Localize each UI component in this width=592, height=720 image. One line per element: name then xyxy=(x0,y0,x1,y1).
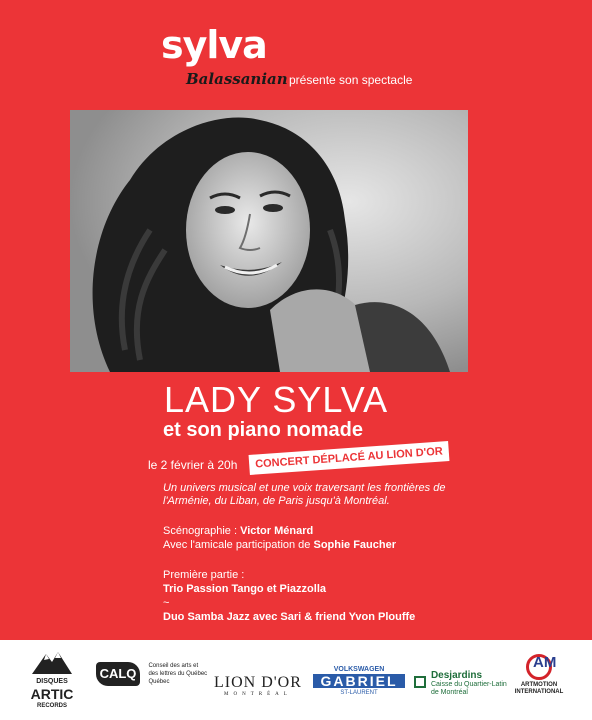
calq-description: Conseil des arts et des lettres du Québec xyxy=(148,663,208,677)
scenography-line xyxy=(163,524,396,538)
scenography-label: Scénographie : xyxy=(163,525,241,537)
desjardins-line-2: de Montréal xyxy=(430,689,468,696)
brand-logo: sylva xyxy=(161,23,267,67)
artic-line-2: ARTIC xyxy=(30,686,74,702)
artmotion-line-1: ARTMOTION xyxy=(520,682,558,688)
show-date: le 2 février à 20h xyxy=(148,458,238,472)
show-subtitle: et son piano nomade xyxy=(163,419,364,441)
sponsor-calq xyxy=(96,662,208,702)
artist-photo xyxy=(70,110,468,372)
calq-quebec: Québec xyxy=(148,679,170,685)
sponsor-footer xyxy=(0,640,592,720)
participation-label: Avec l'amicale participation de xyxy=(163,539,314,551)
artic-line-3: RECORDS xyxy=(36,703,67,709)
artmotion-icon xyxy=(526,654,557,680)
participation-line xyxy=(163,538,396,552)
sponsor-volkswagen-gabriel xyxy=(313,666,405,696)
desjardins-line-1: Caisse du Quartier-Latin xyxy=(430,681,507,688)
calq-mark: CALQ xyxy=(96,662,140,686)
lion-name: LION D'OR xyxy=(214,674,302,691)
portrait-illustration xyxy=(70,110,468,372)
sponsor-artmotion xyxy=(510,654,568,696)
sponsor-disques-artic xyxy=(22,650,82,710)
desjardins-icon xyxy=(414,676,426,688)
calq-text xyxy=(148,662,208,686)
artmotion-mark: AM xyxy=(533,654,557,671)
opening-act-1: Trio Passion Tango et Piazzolla xyxy=(163,583,326,595)
vw-mid: GABRIEL xyxy=(313,674,405,688)
show-description: Un univers musical et une voix traversant les frontières de l'Arménie, du Liban, de Paris jusqu'à Montréal. xyxy=(163,482,446,507)
opening-acts xyxy=(163,568,415,624)
vw-bot: ST-LAURENT xyxy=(340,690,378,696)
mountain-icon xyxy=(32,650,72,674)
artic-line-1: DISQUES xyxy=(36,678,68,685)
scenography-name: Victor Ménard xyxy=(240,525,314,537)
sponsor-desjardins xyxy=(414,672,507,697)
brand-subtitle: Balassanian xyxy=(186,70,288,88)
desjardins-name: Desjardins xyxy=(430,670,483,681)
opening-act-2: Duo Samba Jazz avec Sari & friend Yvon Plouffe xyxy=(163,611,416,623)
tagline: présente son spectacle xyxy=(289,73,413,87)
credits-block xyxy=(163,524,396,552)
show-title: LADY SYLVA xyxy=(164,379,389,420)
sponsor-lion-dor xyxy=(214,674,302,697)
participation-name: Sophie Faucher xyxy=(313,539,397,551)
desjardins-text xyxy=(431,672,507,697)
venue-change-badge: CONCERT DÉPLACÉ AU LION D'OR xyxy=(249,441,450,475)
artmotion-line-2: INTERNATIONAL xyxy=(514,689,564,695)
vw-top: VOLKSWAGEN xyxy=(333,666,385,673)
opening-separator: ~ xyxy=(163,597,170,609)
opening-label: Première partie : xyxy=(163,569,245,581)
lion-sub: MONTRÉAL xyxy=(224,692,292,697)
